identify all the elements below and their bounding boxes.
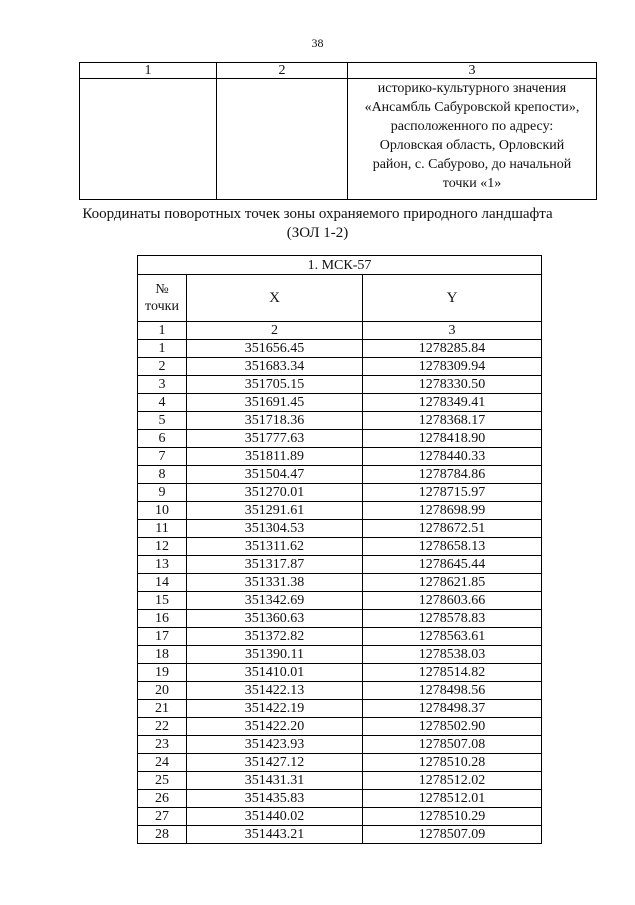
point-number-cell: 15: [138, 592, 187, 610]
coordinate-system-row: [138, 256, 542, 275]
point-number-cell: 8: [138, 466, 187, 484]
y-coordinate-cell: 1278349.41: [363, 394, 542, 412]
section-subheading: (ЗОЛ 1-2): [286, 225, 349, 241]
table-row: [138, 394, 542, 412]
x-coordinate-cell: 351342.69: [187, 592, 363, 610]
y-coordinate-cell: 1278418.90: [363, 430, 542, 448]
table-row: [138, 790, 542, 808]
point-number-cell: 14: [138, 574, 187, 592]
y-coordinate-cell: 1278563.61: [363, 628, 542, 646]
x-coordinate-cell: 351331.38: [187, 574, 363, 592]
y-coordinate-cell: 1278309.94: [363, 358, 542, 376]
y-coordinate-cell: 1278510.29: [363, 808, 542, 826]
table-row: [138, 340, 542, 358]
coordinate-system-title: 1. МСК-57: [138, 256, 542, 275]
empty-cell-2: [217, 79, 348, 200]
table-row: [138, 664, 542, 682]
description-line: «Ансамбль Сабуровской крепости»,: [364, 100, 580, 115]
table-row: [138, 430, 542, 448]
header-x: X: [187, 275, 363, 322]
x-coordinate-cell: 351504.47: [187, 466, 363, 484]
y-coordinate-cell: 1278285.84: [363, 340, 542, 358]
y-coordinate-cell: 1278538.03: [363, 646, 542, 664]
column-number-row: [80, 63, 597, 79]
x-coordinate-cell: 351811.89: [187, 448, 363, 466]
y-coordinate-cell: 1278330.50: [363, 376, 542, 394]
point-number-cell: 17: [138, 628, 187, 646]
table-row: [138, 808, 542, 826]
point-number-cell: 16: [138, 610, 187, 628]
x-coordinate-cell: 351317.87: [187, 556, 363, 574]
x-coordinate-cell: 351422.13: [187, 682, 363, 700]
point-number-cell: 20: [138, 682, 187, 700]
point-number-cell: 24: [138, 754, 187, 772]
section-heading: Координаты поворотных точек зоны охраняемого природного ландшафта: [82, 206, 553, 222]
x-coordinate-cell: 351431.31: [187, 772, 363, 790]
point-number-cell: 9: [138, 484, 187, 502]
point-number-cell: 25: [138, 772, 187, 790]
column-number-1: 1: [138, 322, 187, 340]
x-coordinate-cell: 351390.11: [187, 646, 363, 664]
description-line: историко-культурного значения: [377, 81, 567, 96]
point-number-cell: 4: [138, 394, 187, 412]
y-coordinate-cell: 1278368.17: [363, 412, 542, 430]
table-row: [138, 358, 542, 376]
x-coordinate-cell: 351777.63: [187, 430, 363, 448]
point-number-cell: 26: [138, 790, 187, 808]
point-number-cell: 22: [138, 718, 187, 736]
x-coordinate-cell: 351423.93: [187, 736, 363, 754]
header-point-number-line1: №: [155, 282, 169, 297]
description-line: точки «1»: [442, 176, 502, 191]
x-coordinate-cell: 351372.82: [187, 628, 363, 646]
table-row: [138, 412, 542, 430]
y-coordinate-cell: 1278507.09: [363, 826, 542, 844]
column-number-1: 1: [80, 63, 217, 79]
description-line: Орловская область, Орловский: [379, 138, 565, 153]
column-number-3: 3: [363, 322, 542, 340]
y-coordinate-cell: 1278498.56: [363, 682, 542, 700]
point-number-cell: 6: [138, 430, 187, 448]
x-coordinate-cell: 351270.01: [187, 484, 363, 502]
y-coordinate-cell: 1278512.02: [363, 772, 542, 790]
x-coordinate-cell: 351311.62: [187, 538, 363, 556]
x-coordinate-cell: 351422.20: [187, 718, 363, 736]
table-row: [138, 556, 542, 574]
point-number-cell: 28: [138, 826, 187, 844]
description-line: расположенного по адресу:: [390, 119, 554, 134]
column-number-2: 2: [217, 63, 348, 79]
y-coordinate-cell: 1278621.85: [363, 574, 542, 592]
y-coordinate-cell: 1278645.44: [363, 556, 542, 574]
point-number-cell: 21: [138, 700, 187, 718]
point-number-cell: 19: [138, 664, 187, 682]
y-coordinate-cell: 1278698.99: [363, 502, 542, 520]
table-row: [138, 682, 542, 700]
x-coordinate-cell: 351705.15: [187, 376, 363, 394]
point-number-cell: 13: [138, 556, 187, 574]
x-coordinate-cell: 351718.36: [187, 412, 363, 430]
y-coordinate-cell: 1278440.33: [363, 448, 542, 466]
x-coordinate-cell: 351422.19: [187, 700, 363, 718]
table-row: [138, 826, 542, 844]
column-number-2: 2: [187, 322, 363, 340]
table-row: [138, 718, 542, 736]
description-cell: [348, 79, 597, 200]
table-row: [138, 448, 542, 466]
header-row: [138, 275, 542, 322]
table-row: [138, 592, 542, 610]
y-coordinate-cell: 1278512.01: [363, 790, 542, 808]
content-row: [80, 79, 597, 200]
x-coordinate-cell: 351683.34: [187, 358, 363, 376]
y-coordinate-cell: 1278510.28: [363, 754, 542, 772]
point-number-cell: 23: [138, 736, 187, 754]
table-row: [138, 520, 542, 538]
coordinates-body: [138, 340, 542, 844]
coordinates-table: [137, 255, 542, 844]
table-row: [138, 610, 542, 628]
y-coordinate-cell: 1278658.13: [363, 538, 542, 556]
y-coordinate-cell: 1278784.86: [363, 466, 542, 484]
y-coordinate-cell: 1278514.82: [363, 664, 542, 682]
x-coordinate-cell: 351427.12: [187, 754, 363, 772]
empty-cell-1: [80, 79, 217, 200]
x-coordinate-cell: 351440.02: [187, 808, 363, 826]
x-coordinate-cell: 351291.61: [187, 502, 363, 520]
table-row: [138, 754, 542, 772]
table-row: [138, 466, 542, 484]
table-row: [138, 376, 542, 394]
point-number-cell: 27: [138, 808, 187, 826]
y-coordinate-cell: 1278498.37: [363, 700, 542, 718]
table-row: [138, 772, 542, 790]
point-number-cell: 11: [138, 520, 187, 538]
y-coordinate-cell: 1278603.66: [363, 592, 542, 610]
point-number-cell: 7: [138, 448, 187, 466]
header-point-number-line2: точки: [145, 299, 179, 314]
point-number-cell: 3: [138, 376, 187, 394]
y-coordinate-cell: 1278507.08: [363, 736, 542, 754]
x-coordinate-cell: 351410.01: [187, 664, 363, 682]
y-coordinate-cell: 1278578.83: [363, 610, 542, 628]
y-coordinate-cell: 1278672.51: [363, 520, 542, 538]
table-row: [138, 646, 542, 664]
x-coordinate-cell: 351435.83: [187, 790, 363, 808]
x-coordinate-cell: 351304.53: [187, 520, 363, 538]
y-coordinate-cell: 1278502.90: [363, 718, 542, 736]
x-coordinate-cell: 351691.45: [187, 394, 363, 412]
point-number-cell: 2: [138, 358, 187, 376]
y-coordinate-cell: 1278715.97: [363, 484, 542, 502]
table-row: [138, 700, 542, 718]
column-number-3: 3: [348, 63, 597, 79]
table-row: [138, 736, 542, 754]
x-coordinate-cell: 351360.63: [187, 610, 363, 628]
table-row: [138, 574, 542, 592]
table-row: [138, 484, 542, 502]
point-number-cell: 1: [138, 340, 187, 358]
point-number-cell: 12: [138, 538, 187, 556]
table-row: [138, 502, 542, 520]
page-number: 38: [311, 36, 324, 50]
continuation-table: [79, 62, 597, 200]
header-y: Y: [363, 275, 542, 322]
header-point-number: [138, 275, 187, 322]
x-coordinate-cell: 351656.45: [187, 340, 363, 358]
description-line: район, с. Сабурово, до начальной: [372, 157, 572, 172]
point-number-cell: 5: [138, 412, 187, 430]
point-number-cell: 18: [138, 646, 187, 664]
x-coordinate-cell: 351443.21: [187, 826, 363, 844]
point-number-cell: 10: [138, 502, 187, 520]
table-row: [138, 538, 542, 556]
table-row: [138, 628, 542, 646]
column-number-row: [138, 322, 542, 340]
